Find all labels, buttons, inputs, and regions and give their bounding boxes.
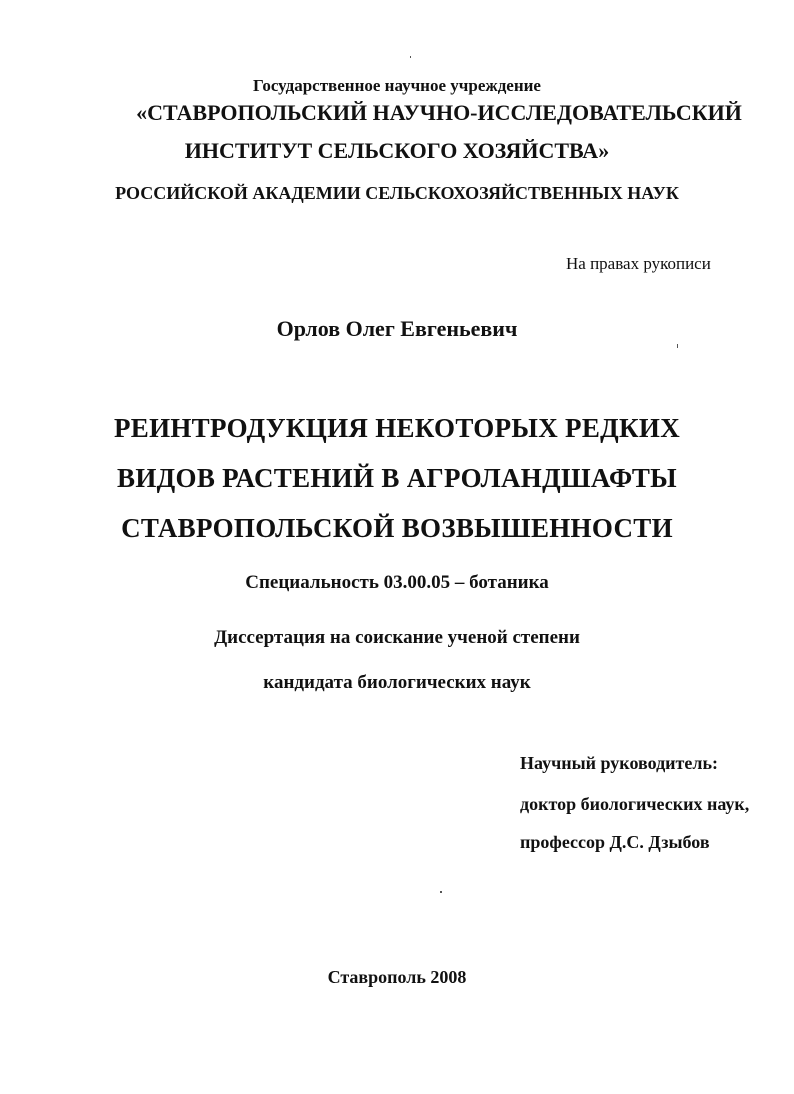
- supervisor-degree: доктор биологических наук,: [520, 794, 750, 814]
- specialty: Специальность 03.00.05 – ботаника: [245, 572, 549, 593]
- institute-name-line1: «СТАВРОПОЛЬСКИЙ НАУЧНО-ИССЛЕДОВАТЕЛЬСКИЙ: [136, 100, 742, 125]
- title-line2: ВИДОВ РАСТЕНИЙ В АГРОЛАНДШАФТЫ: [117, 463, 677, 493]
- title-line3: СТАВРОПОЛЬСКОЙ ВОЗВЫШЕННОСТИ: [121, 513, 673, 543]
- supervisor-label: Научный руководитель:: [520, 753, 718, 773]
- scan-speck: [677, 344, 678, 348]
- institution-type: Государственное научное учреждение: [253, 76, 541, 95]
- scan-speck: [440, 891, 442, 893]
- scan-speck: [410, 56, 411, 58]
- author-name: Орлов Олег Евгеньевич: [276, 316, 518, 341]
- manuscript-note: На правах рукописи: [566, 254, 711, 273]
- place-year: Ставрополь 2008: [327, 967, 467, 987]
- degree-line2: кандидата биологических наук: [263, 672, 531, 693]
- institute-name-line2: ИНСТИТУТ СЕЛЬСКОГО ХОЗЯЙСТВА»: [184, 138, 610, 163]
- supervisor-name: профессор Д.С. Дзыбов: [520, 832, 710, 852]
- academy-name: РОССИЙСКОЙ АКАДЕМИИ СЕЛЬСКОХОЗЯЙСТВЕННЫХ НАУК: [115, 183, 679, 203]
- degree-line1: Диссертация на соискание ученой степени: [214, 627, 580, 648]
- title-line1: РЕИНТРОДУКЦИЯ НЕКОТОРЫХ РЕДКИХ: [113, 413, 681, 443]
